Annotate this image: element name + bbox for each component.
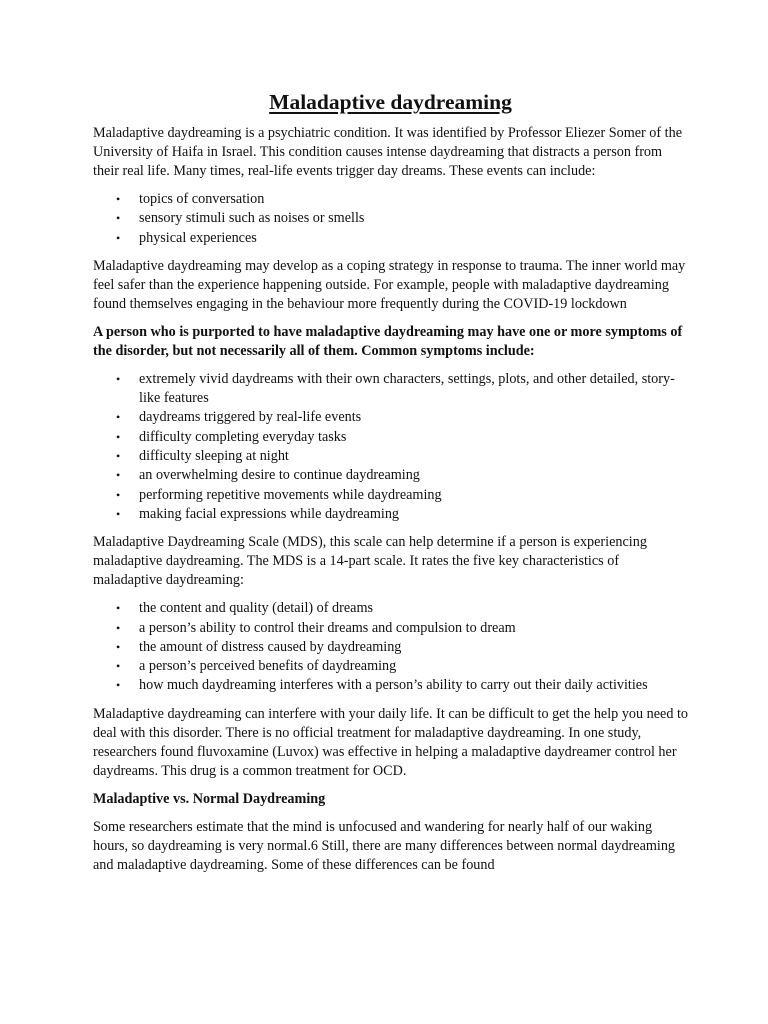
bullet-icon: • — [116, 371, 121, 386]
bullet-icon: • — [116, 230, 121, 245]
bullet-icon: • — [116, 659, 121, 674]
list-item: • difficulty sleeping at night — [93, 447, 688, 466]
page-title: Maladaptive daydreaming — [269, 90, 512, 114]
list-item: • an overwhelming desire to continue daydreaming — [93, 466, 688, 485]
bullet-icon: • — [116, 601, 121, 616]
bullet-icon: • — [116, 620, 121, 635]
list-item: • difficulty completing everyday tasks — [93, 428, 688, 447]
bullet-icon: • — [116, 639, 121, 654]
mds-list — [93, 599, 688, 695]
list-item: • a person’s ability to control their dreams and compulsion to dream — [93, 619, 688, 638]
coping-paragraph: Maladaptive daydreaming may develop as a coping strategy in response to trauma. The inner world may feel safer than the experience happening outside. For example, people with maladaptive daydreaming found themselves engaging in the behaviour more frequently during the COVID-19 lockdown — [93, 257, 686, 312]
comparison-paragraph: Some researchers estimate that the mind is unfocused and wandering for nearly half of our waking hours, so daydreaming is very normal.6 Still, there are many differences between normal daydreaming and maladaptive daydreaming. Some of these differences can be found — [93, 818, 676, 873]
bullet-icon: • — [116, 429, 121, 444]
list-item: • physical experiences — [93, 229, 688, 248]
symptoms-intro: A person who is purported to have maladaptive daydreaming may have one or more symptoms of the disorder, but not necessarily all of them. Common symptoms include: — [93, 323, 683, 359]
bullet-icon: • — [116, 506, 121, 521]
symptoms-list — [93, 370, 688, 524]
bullet-icon: • — [116, 449, 121, 464]
bullet-icon: • — [116, 487, 121, 502]
list-item: • the amount of distress caused by daydreaming — [93, 638, 688, 657]
list-item: • performing repetitive movements while daydreaming — [93, 486, 688, 505]
list-item: • how much daydreaming interferes with a person’s ability to carry out their daily activities — [93, 676, 688, 695]
list-item: • topics of conversation — [93, 190, 688, 209]
bullet-icon: • — [116, 211, 121, 226]
list-item: • daydreams triggered by real-life events — [93, 408, 688, 427]
list-item: • making facial expressions while daydreaming — [93, 505, 688, 524]
bullet-icon: • — [116, 192, 121, 206]
bullet-icon: • — [116, 678, 121, 693]
bullet-icon: • — [116, 468, 121, 483]
bullet-icon: • — [116, 410, 121, 425]
list-item: • sensory stimuli such as noises or smells — [93, 209, 688, 228]
list-item: • extremely vivid daydreams with their own characters, settings, plots, and other detailed, story-like features — [116, 370, 675, 407]
mds-intro-paragraph: Maladaptive Daydreaming Scale (MDS), this scale can help determine if a person is experiencing maladaptive daydreaming. The MDS is a 14-part scale. It rates the five key characteristics of maladaptive daydreaming: — [93, 534, 647, 589]
triggers-list — [93, 190, 688, 248]
section-heading: Maladaptive vs. Normal Daydreaming — [93, 790, 326, 807]
list-item: • the content and quality (detail) of dreams — [93, 599, 688, 618]
list-item: • a person’s perceived benefits of daydreaming — [93, 657, 688, 676]
treatment-paragraph: Maladaptive daydreaming can interfere with your daily life. It can be difficult to get the help you need to deal with this disorder. There is no official treatment for maladaptive daydreaming. In one study, researchers found fluvoxamine (Luvox) was effective in helping a maladaptive daydreamer control her daydreams. This drug is a common treatment for OCD. — [93, 705, 689, 779]
intro-paragraph: Maladaptive daydreaming is a psychiatric condition. It was identified by Professor Eliezer Somer of the University of Haifa in Israel. This condition causes intense daydreaming that distracts a person from their real life. Many times, real-life events trigger day dreams. These events can include: — [93, 125, 683, 179]
